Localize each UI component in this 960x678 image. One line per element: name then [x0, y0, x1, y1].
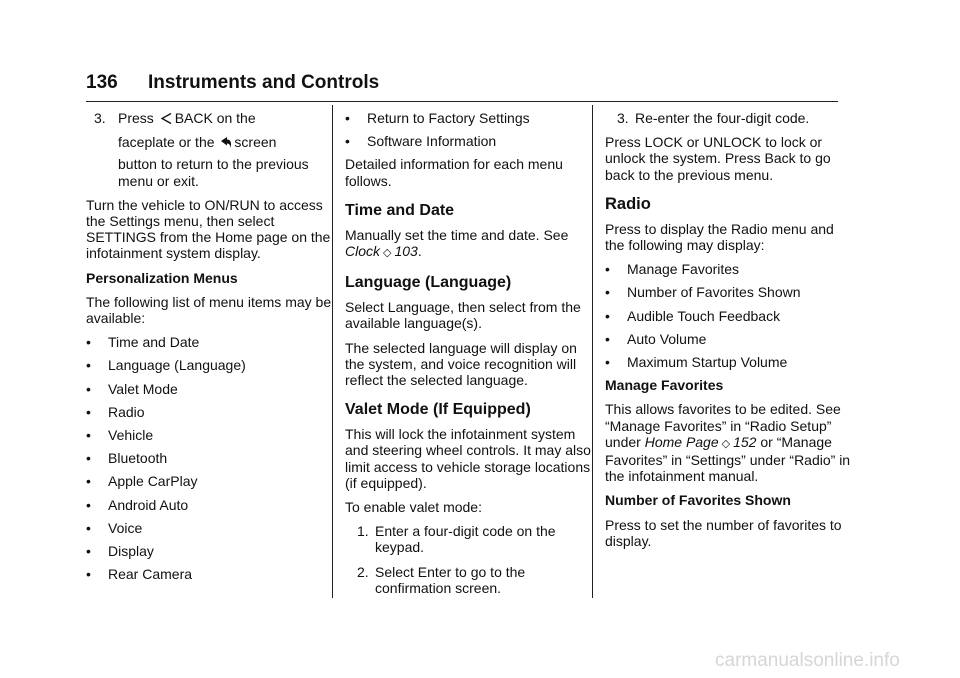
bullet: •	[86, 519, 91, 536]
list-item	[605, 261, 853, 277]
bullet: •	[86, 566, 91, 583]
step-1	[345, 523, 593, 555]
list-item-text: Voice	[108, 519, 143, 536]
list-item	[86, 566, 334, 582]
list-item	[605, 331, 853, 347]
step-number: 3.	[94, 110, 106, 126]
list-item-text: Language (Language)	[108, 357, 246, 374]
bullet: •	[86, 427, 91, 444]
bullet: •	[86, 403, 91, 420]
step-3	[605, 110, 853, 126]
bullet: •	[605, 284, 610, 301]
list-item	[86, 473, 334, 489]
list-item	[86, 543, 334, 559]
list-item-text: Display	[108, 543, 154, 560]
list-item-text: Return to Factory Settings	[367, 110, 530, 126]
link-home-page[interactable]: Home Page	[644, 433, 719, 450]
list-item	[86, 404, 334, 420]
step-text-part: Press	[118, 110, 154, 126]
list-item	[345, 110, 593, 126]
column-divider	[332, 105, 333, 598]
list-item	[86, 357, 334, 373]
step-text	[118, 110, 334, 189]
bullet: •	[345, 110, 350, 126]
heading-time-and-date: Time and Date	[345, 201, 455, 219]
list-item	[86, 497, 334, 513]
step-text-part: faceplate or the	[118, 134, 215, 151]
list-item	[605, 308, 853, 324]
paragraph-manage-favorites	[605, 401, 853, 484]
step-text-part: BACK on the	[174, 110, 256, 126]
list-item-text: Radio	[108, 403, 145, 420]
paragraph-time-and-date	[345, 227, 593, 261]
list-item	[86, 381, 334, 397]
paragraph: Select Language, then select from the available language(s).	[345, 299, 581, 332]
bullet: •	[605, 307, 610, 324]
column-3	[605, 110, 853, 557]
subheading-manage-favorites: Manage Favorites	[605, 377, 724, 394]
column-1	[86, 110, 334, 589]
list-item-text: Rear Camera	[108, 566, 193, 583]
column-2	[345, 110, 593, 604]
heading-radio: Radio	[605, 194, 651, 213]
list-item-text: Time and Date	[108, 334, 200, 351]
list-item	[605, 284, 853, 300]
menu-list	[86, 334, 334, 582]
page-ref-icon: ◇	[721, 437, 731, 450]
list-item-text: Valet Mode	[108, 380, 178, 397]
bullet: •	[86, 473, 91, 490]
list-item-text: Apple CarPlay	[108, 473, 198, 490]
subheading-number-of-favorites: Number of Favorites Shown	[605, 492, 791, 509]
step-text: Enter a four-digit code on the keypad.	[375, 523, 556, 556]
bullet: •	[86, 380, 91, 397]
bullet: •	[86, 450, 91, 467]
link-clock[interactable]: Clock	[345, 243, 381, 260]
list-item-text: Android Auto	[108, 496, 189, 513]
paragraph: To enable valet mode:	[345, 499, 482, 516]
list-item	[86, 450, 334, 466]
bullet: •	[605, 330, 610, 347]
step-number: 3.	[617, 110, 629, 126]
list-item-text: Number of Favorites Shown	[627, 284, 801, 301]
text-part: or “Manage Favorites” in “Settings” under “Radio” in the infotainment manual.	[605, 433, 851, 485]
bullet: •	[86, 496, 91, 513]
header-rule	[86, 101, 838, 102]
watermark: carmanualsonline.info	[715, 650, 900, 671]
page-ref-icon: ◇	[383, 247, 392, 260]
paragraph: The selected language will display on the system, and voice recognition will reflect the selected language.	[345, 339, 577, 389]
back-icon	[160, 112, 173, 128]
list-item-text: Auto Volume	[627, 330, 707, 347]
list-item	[86, 520, 334, 536]
list-item-text: Manage Favorites	[627, 261, 740, 278]
list-item-text: Bluetooth	[108, 450, 168, 467]
list-item-text: Vehicle	[108, 427, 154, 444]
paragraph: Detailed information for each menu follows.	[345, 156, 563, 189]
text-part: Manually set the time and date. See	[345, 226, 569, 243]
list-item	[345, 133, 593, 149]
heading-language: Language (Language)	[345, 274, 512, 292]
paragraph: Press to set the number of favorites to display.	[605, 516, 842, 549]
list-item-text: Software Information	[367, 133, 497, 150]
list-item	[86, 427, 334, 443]
heading-valet-mode: Valet Mode (If Equipped)	[345, 401, 531, 419]
paragraph: Press to display the Radio menu and the following may display:	[605, 220, 834, 254]
screen-back-icon	[220, 136, 232, 152]
paragraph: The following list of menu items may be available:	[86, 293, 332, 327]
page-number: 136	[86, 72, 118, 93]
step-2	[345, 564, 593, 596]
paragraph: Turn the vehicle to ON/RUN to access the Settings menu, then select SETTINGS from the Home page on the infotainment system display.	[86, 196, 331, 262]
step-number: 1.	[357, 523, 369, 540]
step-text: Re-enter the four-digit code.	[635, 110, 810, 126]
page-ref-number[interactable]: 103	[394, 243, 418, 260]
step-text-part: button to return to the previous menu or exit.	[118, 156, 309, 189]
column-divider	[592, 105, 593, 598]
paragraph: Press LOCK or UNLOCK to lock or unlock the system. Press Back to go back to the previous menu.	[605, 134, 831, 183]
bullet: •	[605, 261, 610, 278]
subheading-personalization-menus: Personalization Menus	[86, 269, 238, 286]
bullet: •	[86, 543, 91, 560]
step-text-part: screen	[234, 134, 277, 151]
bullet: •	[345, 133, 350, 150]
list-item	[605, 354, 853, 370]
step-text: Select Enter to go to the confirmation screen.	[375, 563, 526, 596]
radio-menu-list	[605, 261, 853, 370]
text-part: This allows favorites to be edited. See “Manage Favorites” in “Radio Setup” under	[605, 401, 841, 450]
list-item-text: Maximum Startup Volume	[627, 354, 788, 371]
list-item-text: Audible Touch Feedback	[627, 307, 781, 324]
step-number: 2.	[357, 563, 369, 580]
list-item	[86, 334, 334, 350]
paragraph: This will lock the infotainment system and steering wheel controls. It may also limit access to vehicle storage locations (if equipped).	[345, 426, 591, 491]
page-title: Instruments and Controls	[148, 72, 380, 93]
bullet: •	[86, 334, 91, 351]
bullet: •	[86, 357, 91, 374]
step-3-back	[86, 110, 334, 189]
page-ref-number[interactable]: 152	[733, 433, 757, 450]
bullet: •	[605, 354, 610, 371]
text-part: .	[417, 243, 422, 260]
